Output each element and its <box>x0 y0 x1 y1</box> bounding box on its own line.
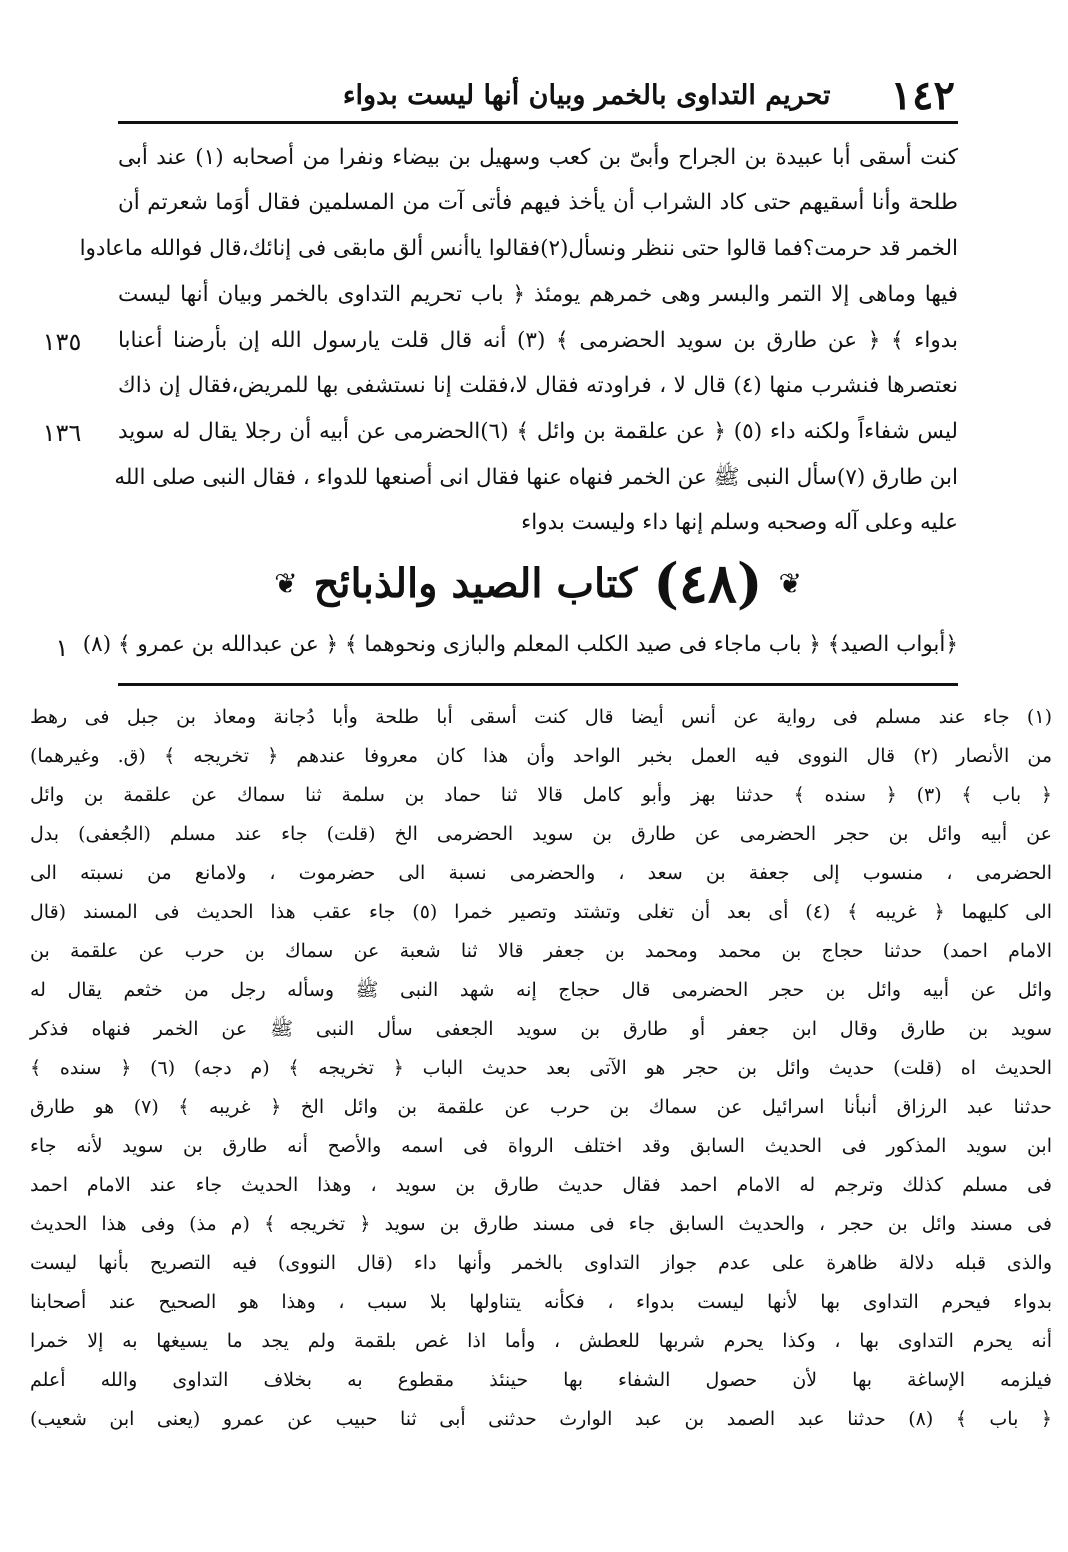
footnote-line: بدواء فيحرم التداوى بها لأنها ليست بدواء ، فكأنه يتناولها بلا سبب ، وهذا هو الصحيح عند أصحابنا <box>30 1291 1052 1313</box>
footnote-line: فيلزمه الإساغة بها لأن حصول الشفاء بها حينئذ مقطوع به بخلاف التداوى والله أعلم <box>30 1369 1052 1391</box>
body-line: ليس شفاءاً ولكنه داء (٥) ﴿ عن علقمة بن وائل ﴾ (٦)الحضرمى عن أبيه أن رجلا يقال له سويد <box>118 419 958 444</box>
footnote-line: الحضرمى ، منسوب إلى جعفة بن سعد ، والحضرمى نسبة الى حضرموت ، ولامانع من نسبته الى <box>30 862 1052 884</box>
footnote-line: والذى قبله دلالة ظاهرة على عدم جواز التداوى بالخمر وأنها داء (قال النووى) فيه التصريح بأنها ليست <box>30 1252 1052 1274</box>
footnote-line: فى مسلم كذلك وترجم له الامام احمد فقال حديث طارق بن سويد ، وهذا الحديث جاء عند الامام احمد <box>30 1174 1052 1196</box>
body-line: فيها وماهى إلا التمر والبسر وهى خمرهم يومئذ ﴿ باب تحريم التداوى بالخمر وبيان أنها ليست <box>118 282 958 307</box>
hadith-number: ١٣٥ <box>42 328 82 356</box>
footnote-line: فى مسند وائل بن حجر ، والحديث السابق جاء فى مسند طارق بن سويد ﴿ تخريجه ﴾ (م مذ) وفى هذا الحديث <box>30 1213 1052 1235</box>
header-rule <box>118 121 958 124</box>
chapter-heading <box>118 548 958 618</box>
footnote-line: ﴿ باب ﴾ (٣) ﴿ سنده ﴾ حدثنا بهز وأبو كامل قالا ثنا حماد بن سلمة ثنا سماك عن علقمة بن وائل <box>30 784 1052 806</box>
footnote-line: الى كليهما ﴿ غريبه ﴾ (٤) أى بعد أن تغلى وتشتد وتصير خمرا (٥) جاء عقب هذا الحديث فى المسند (قال <box>30 901 1052 923</box>
footnote-line: ﴿ باب ﴾ (٨) حدثنا عبد الصمد بن عبد الوارث حدثنى أبى ثنا حبيب عن عمرو (يعنى ابن شعيب) <box>30 1408 1052 1430</box>
footnote-line: أنه يحرم التداوى بها ، وكذا يحرم شربها للعطش ، وأما اذا غص بلقمة ولم يجد ما يسيغها به إلا خمرا <box>30 1330 1052 1352</box>
footnote-rule <box>118 683 958 686</box>
footnote-line: وائل عن أبيه وائل بن حجر الحضرمى قال حجاج إنه شهد النبى ﷺ وسأله رجل من خثعم يقال له <box>30 979 1052 1001</box>
hadith-number: ١٣٦ <box>42 419 82 447</box>
body-line: الخمر قد حرمت؟فما قالوا حتى ننظر ونسأل(٢)فقالوا ياأنس ألق مابقى فى إنائك،قال فوالله ماعادوا <box>79 236 958 261</box>
body-line: طلحة وأنا أسقيهم حتى كاد الشراب أن يأخذ فيهم فأتى آت من المسلمين فقال أوَما شعرتم أن <box>118 190 958 215</box>
footnote-line: من الأنصار (٢) قال النووى فيه العمل بخبر الواحد وأن هذا كان معروفا عندهم ﴿ تخريجه ﴾ (ق. وغيرهما) <box>30 745 1052 767</box>
body-line: بدواء ﴾ ﴿ عن طارق بن سويد الحضرمى ﴾ (٣) أنه قال قلت يارسول الله إن بأرضنا أعنابا <box>118 328 958 353</box>
body-line: ابن طارق (٧)سأل النبى ﷺ عن الخمر فنهاه عنها فقال انى أصنعها للدواء ، فقال النبى صلى الله <box>114 465 958 490</box>
footnote-line: حدثنا عبد الرزاق أنبأنا اسرائيل عن سماك بن حرب عن علقمة بن وائل الخ ﴿ غريبه ﴾ (٧) هو طارق <box>30 1096 1053 1118</box>
body-line: نعتصرها فنشرب منها (٤) قال لا ، فراودته فقال لا،فقلت إنا نستشفى بها للمريض،فقال إن ذاك <box>118 373 958 398</box>
chapter-title: كتاب الصيد والذبائح <box>313 559 638 607</box>
page-header <box>120 70 955 120</box>
footnote-line: سويد بن طارق وقال ابن جعفر أو طارق بن سويد الجعفى سأل النبى ﷺ عن الخمر فنهاه فذكر <box>30 1018 1052 1040</box>
ornament-right: ❦ <box>778 566 802 600</box>
running-title: تحريم التداوى بالخمر وبيان أنها ليست بدواء <box>342 79 831 111</box>
body-line: كنت أسقى أبا عبيدة بن الجراح وأبىّ بن كعب وسهيل بن بيضاء ونفرا من أصحابه (١) عند أبى <box>118 145 958 170</box>
hadith-number: ١ <box>55 634 69 662</box>
chapter-number: (٤٨) <box>653 551 763 615</box>
page-number: ١٤٢ <box>890 71 955 119</box>
footnote-line: عن أبيه وائل بن حجر الحضرمى عن طارق بن سويد الحضرمى الخ (قلت) جاء عند مسلم (الجُعفى) بدل <box>30 823 1052 845</box>
ornament-left: ❦ <box>274 566 298 600</box>
footnote-line: ابن سويد المذكور فى الحديث السابق وقد اختلف الرواة فى اسمه والأصح أنه طارق بن سويد لأنه جاء <box>30 1135 1052 1157</box>
body-line: عليه وعلى آله وصحبه وسلم إنها داء وليست بدواء <box>521 510 958 535</box>
footnote-line: الحديث اه (قلت) حديث وائل بن حجر هو الآتى بعد حديث الباب ﴿ تخريجه ﴾ (م دجه) (٦) ﴿ سنده ﴾ <box>30 1057 1052 1079</box>
footnote-line: (١) جاء عند مسلم فى رواية عن أنس أيضا قال كنت أسقى أبا طلحة وأبا دُجانة ومعاذ بن جبل فى رهط <box>30 706 1052 728</box>
sub-heading: ﴿أبواب الصيد﴾ ﴿ باب ماجاء فى صيد الكلب المعلم والبازى ونحوهما ﴾ ﴿ عن عبدالله بن عمرو ﴾ (٨) <box>82 632 958 657</box>
footnote-line: الامام احمد) حدثنا حجاج بن محمد ومحمد بن جعفر قالا ثنا شعبة عن سماك بن حرب عن علقمة بن <box>30 940 1052 962</box>
